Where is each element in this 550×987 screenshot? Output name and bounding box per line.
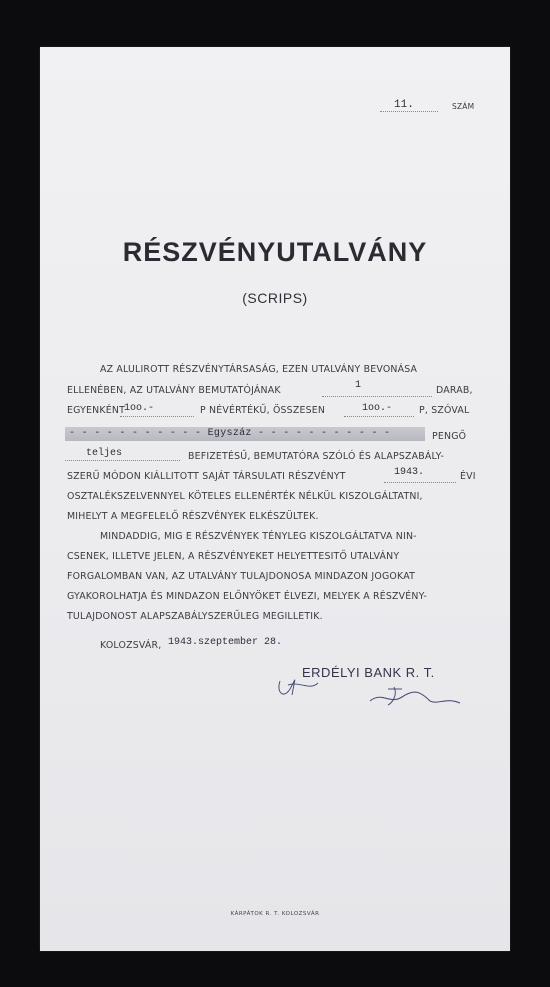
body-line: SZERŰ MÓDON KIÁLLITOTT SAJÁT TÁRSULATI RÉSZVÉNYT	[67, 471, 346, 482]
body-line: P, SZÓVAL	[419, 405, 470, 416]
body-line: EGYENKÉNT	[67, 405, 125, 416]
body-line: CSENEK, ILLETVE JELEN, A RÉSZVÉNYEKET HELYETTESITŐ UTALVÁNY	[67, 551, 400, 562]
scrip-number: 11.	[394, 99, 414, 111]
year-dotted-line	[384, 482, 456, 483]
body-line: TULAJDONOST ALAPSZABÁLYSZERŰLEG MEGILLETIK.	[67, 611, 323, 622]
currency-label: PENGŐ	[432, 431, 467, 442]
paid-value: teljes	[86, 448, 123, 459]
count-value: 1	[355, 380, 362, 391]
bank-stamp	[270, 661, 470, 711]
number-label: SZÁM	[452, 102, 475, 111]
amount-in-words: - - - - - - - - - - - Egyszáz - - - - - - - - - - -	[69, 428, 391, 439]
body-line: ÉVI	[460, 471, 476, 482]
body-line: MINDADDIG, MIG E RÉSZVÉNYEK TÉNYLEG KISZOLGÁLTATVA NIN-	[100, 531, 417, 542]
printer-imprint: KÁRPÁTOK R. T. KOLOZSVÁR	[230, 911, 320, 917]
paid-dotted-line	[65, 460, 180, 461]
body-line: OSZTALÉKSZELVENNYEL KÖTELES ELLENÉRTÉK NÉLKÜL KISZOLGÁLTATNI,	[67, 491, 423, 502]
count-dotted-line	[322, 396, 432, 397]
document-subtitle: (SCRIPS)	[242, 290, 308, 306]
nominal-dotted-line	[120, 416, 194, 417]
total-value: 1oo.-	[362, 403, 393, 414]
body-line: BEFIZETÉSŰ, BEMUTATÓRA SZÓLÓ ÉS ALAPSZABÁLY-	[188, 451, 445, 462]
body-line: DARAB,	[436, 385, 473, 396]
body-line: FORGALOMBAN VAN, AZ UTALVÁNY TULAJDONOSA MINDAZON JOGOKAT	[67, 571, 416, 582]
stamp-text: ERDÉLYI BANK R. T.	[302, 665, 435, 680]
body-line: GYAKOROLHATJA ÉS MINDAZON ELŐNYÖKET ÉLVEZI, MELYEK A RÉSZVÉNY-	[67, 591, 427, 602]
number-dotted-line	[380, 111, 438, 112]
body-line: AZ ALULIROTT RÉSZVÉNYTÁRSASÁG, EZEN UTALVÁNY BEVONÁSA	[100, 364, 418, 375]
date-value: 1943.szeptember 28.	[168, 637, 283, 648]
body-line: P NÉVÉRTÉKŰ, ÖSSZESEN	[200, 405, 326, 416]
nominal-value: 1oo.-	[124, 403, 155, 414]
scrip-document	[40, 47, 510, 951]
year-value: 1943.	[394, 467, 425, 478]
place-label: KOLOZSVÁR,	[100, 640, 162, 651]
document-title: RÉSZVÉNYUTALVÁNY	[122, 237, 428, 267]
signature-scribble	[270, 661, 470, 711]
body-line: ELLENÉBEN, AZ UTALVÁNY BEMUTATÓJÁNAK	[67, 385, 281, 396]
total-dotted-line	[344, 416, 414, 417]
body-line: MIHELYT A MEGFELELŐ RÉSZVÉNYEK ELKÉSZÜLTEK.	[67, 511, 319, 522]
